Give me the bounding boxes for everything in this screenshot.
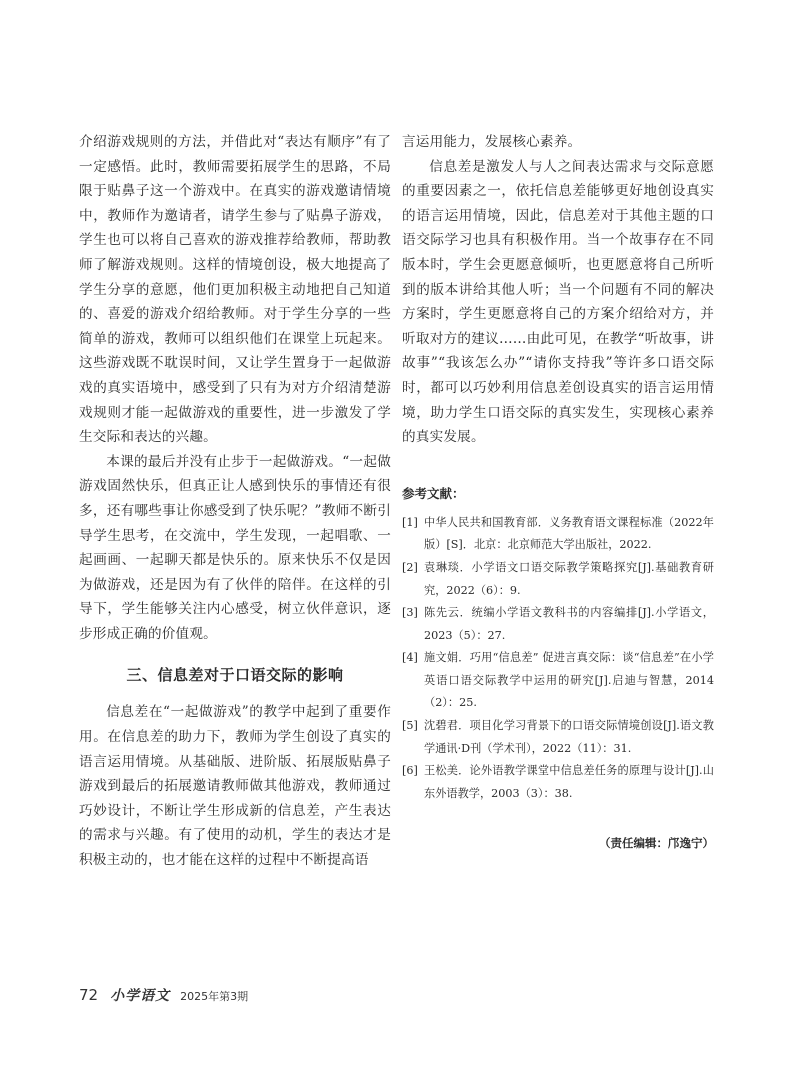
left-column <box>79 130 391 873</box>
body-paragraph: 信息差在“一起做游戏”的教学中起到了重要作用。在信息差的助力下，教师为学生创设了真实的语言运用情境。从基础版、进阶版、拓展版贴鼻子游戏到最后的拓展邀请教师做其他游戏，教师通过巧妙设计，不断让学生形成新的信息差，产生表达的需求与兴趣。有了使用的动机，学生的表达才是积极主动的，也才能在这样的过程中不断提高语 <box>79 704 391 869</box>
reference-number: [3] <box>402 606 418 620</box>
reference-text: 施文娟．巧用“信息差” 促进言真交际：谈“信息差”在小学英语口语交际教学中运用的研究[J].启迪与智慧，2014（2）：25. <box>424 651 714 710</box>
reference-number: [5] <box>402 719 418 733</box>
reference-item <box>402 760 714 805</box>
reference-number: [1] <box>402 515 418 529</box>
body-paragraph: 介绍游戏规则的方法，并借此对“表达有顺序”有了一定感悟。此时，教师需要拓展学生的思路，不局限于贴鼻子这一个游戏中。在真实的游戏邀请情境中，教师作为邀请者，请学生参与了贴鼻子游戏，学生也可以将自己喜欢的游戏推荐给教师，帮助教师了解游戏规则。这样的情境创设，极大地提高了学生分享的意愿，他们更加积极主动地把自己知道的、喜爱的游戏介绍给教师。对于学生分享的一些简单的游戏，教师可以组织他们在课堂上玩起来。这些游戏既不耽误时间，又让学生置身于一起做游戏的真实语境中，感受到了只有为对方介绍清楚游戏规则才能一起做游戏的重要性，进一步激发了学生交际和表达的兴趣。 <box>79 134 391 446</box>
reference-text: 中华人民共和国教育部．义务教育语文课程标准（2022年版）[S]．北京：北京师范大学出版社，2022. <box>424 515 714 552</box>
reference-text: 陈先云．统编小学语文教科书的内容编排[J].小学语文，2023（5）：27. <box>424 606 714 642</box>
body-paragraph: 信息差是激发人与人之间表达需求与交际意愿的重要因素之一，依托信息差能够更好地创设真实的语言运用情境，因此，信息差对于其他主题的口语交际学习也具有积极作用。当一个故事存在不同版本时，学生会更愿意倾听，也更愿意将自己所听到的版本讲给其他人听；当一个问题有不同的解决方案时，学生更愿意将自己的方案介绍给对方，并听取对方的建议……由此可见，在教学“听故事，讲故事”“我该怎么办”“请你支持我”等许多口语交际时，都可以巧妙利用信息差创设真实的语言运用情境，助力学生口语交际的真实发生，实现核心素养的真实发展。 <box>402 158 714 446</box>
issue-label: 2025年第3期 <box>180 990 249 1003</box>
reference-text: 袁琳琰．小学语文口语交际教学策略探究[J].基础教育研究，2022（6）：9. <box>424 560 714 597</box>
reference-number: [4] <box>402 651 418 665</box>
reference-item <box>402 715 714 760</box>
right-column <box>402 130 714 851</box>
reference-item <box>402 557 714 602</box>
reference-number: [2] <box>402 560 418 574</box>
page-footer <box>79 985 248 1005</box>
reference-item <box>402 602 714 647</box>
magazine-name: 小学语文 <box>110 988 171 1004</box>
reference-item <box>402 647 714 715</box>
reference-text: 王松美．论外语教学课堂中信息差任务的原理与设计[J].山东外语教学，2003（3）：38. <box>424 764 714 800</box>
reference-number: [6] <box>402 764 418 778</box>
references-list <box>402 512 714 806</box>
reference-item <box>402 512 714 557</box>
references-title: 参考文献： <box>402 485 465 501</box>
section-heading: 三、信息差对于口语交际的影响 <box>126 666 344 685</box>
editor-note: （责任编辑：邝逸宁） <box>599 836 714 851</box>
body-paragraph: 本课的最后并没有止步于一起做游戏。“一起做游戏固然快乐，但真正让人感到快乐的事情还有很多，还有哪些事让你感受到了快乐呢？”教师不断引导学生思考，在交流中，学生发现，一起唱歌、一起画画、一起聊天都是快乐的。原来快乐不仅是因为做游戏，还是因为有了伙伴的陪伴。在这样的引导下，学生能够关注内心感受，树立伙伴意识，逐步形成正确的价值观。 <box>79 453 391 642</box>
body-paragraph-continuation: 言运用能力，发展核心素养。 <box>402 134 582 150</box>
reference-text: 沈碧君．项目化学习背景下的口语交际情境创设[J].语文教学通讯·D刊（学术刊），2022（11）：31. <box>424 719 714 755</box>
page-number: 72 <box>79 986 99 1004</box>
